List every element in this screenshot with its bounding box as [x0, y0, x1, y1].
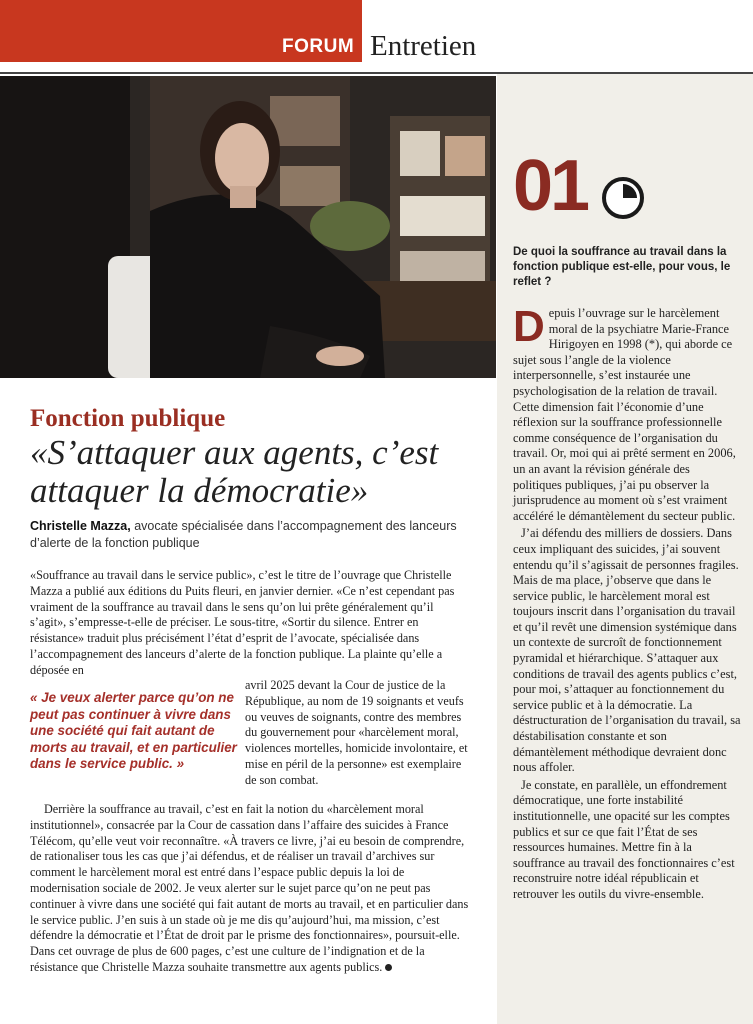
pull-quote: « Je veux alerter parce qu’on ne peut pas continuer à vivre dans une société qui fait autant de morts au travail, et en particulier dans le service public. » — [30, 690, 237, 772]
article-byline — [30, 518, 485, 552]
portrait-photo — [0, 76, 496, 378]
byline-name: Christelle Mazza, — [30, 519, 131, 533]
article-intro — [30, 568, 470, 679]
intro-continuation — [245, 678, 470, 789]
portrait-illustration — [0, 76, 496, 378]
answer-paragraph-2: J’ai défendu des milliers de dossiers. Dans ceux impliquant des suicides, j’ai souvent entendu qu’il s’agissait de personnes fragiles. Mais de ma place, j’observe que dans le service public, le harcèlement moral est toujours inscrit dans l’organisation du travail et qu’il revêt une dimension systémique dans un contexte de surcroît de fonctionnement pyramidal et hiérarchique. S’attaquer aux conditions de travail des agents publics c’est, pour moi, s’attaquer au fonctionnement du service public et à la démocratie. La déstructuration de l’organisation du travail, sa déstabilisation constante et son démantèlement méthodique devraient donc nous affoler. — [513, 526, 741, 775]
interview-question: De quoi la souffrance au travail dans la fonction publique est-elle, pour vous, le reflet ? — [513, 246, 731, 288]
question-number: 01 — [513, 146, 588, 226]
drop-cap: D — [513, 302, 545, 351]
end-mark-icon — [385, 964, 392, 971]
sidebar-answer — [513, 302, 741, 905]
answer-paragraph — [513, 302, 741, 524]
clock-icon — [601, 176, 645, 220]
intro-continuation-text: avril 2025 devant la Cour de justice de la République, au nom de 19 soignants et veufs ou veuves de soignants, contre des membres du gouvernement pour «harcèlement moral, violences mortelles, homicide involontaire, et mise en péril de la personne» est exemplaire de son combat. — [245, 678, 468, 787]
article-headline: «S’attaquer aux agents, c’est attaquer la démocratie» — [30, 433, 439, 510]
body-paragraph — [30, 802, 470, 976]
intro-paragraph: «Souffrance au travail dans le service public», c’est le titre de l’ouvrage que Christelle Mazza a publié aux éditions du Puits fleuri, en janvier dernier. «Ce n’est cependant pas vraiment de la souffrance au travail dans le sens qu’on lui prête généralement qu’il s’agit», s’empresse-t-elle de préciser. Le sous-titre, «Sortir du silence. Entrer en résistance» traduit plus précisément l’état d’esprit de l’avocate, spécialisée dans l’accompagnement des lanceurs d’alerte de la fonction publique. La plainte qu’elle a déposée en — [30, 568, 455, 677]
article-body — [30, 802, 470, 976]
forum-label: FORUM — [282, 36, 355, 57]
byline-description: avocate spécialisée dans l’accompagnement des lanceurs d’alerte de la fonction publique — [30, 519, 457, 550]
answer-paragraph-3: Je constate, en parallèle, un effondrement démocratique, une forte instabilité institutionnelle, une opacité sur les comptes publics et sur ce que fait l’État de ses ressources humaines. Mettre fin à la souffrance au travail des fonctionnaires c’est reconstruire notre idéal républicain et retrouver les outils du vivre-ensemble. — [513, 777, 735, 901]
body-text: Derrière la souffrance au travail, c’est en fait la notion du «harcèlement moral institutionnel», consacrée par la Cour de cassation dans l’affaire des suicides à France Télécom, qu’elle veut voir reconnaître. «À travers ce livre, j’ai eu besoin de comprendre, de rationaliser tous les cas que j’ai défendus, et de réaliser un travail d’archives sur comment le harcèlement moral est entré dans l’espace public depuis la loi de modernisation sociale de 2002. Je veux alerter sur le sujet parce qu’on ne peut pas continuer à vivre dans une société qui fait autant de morts au travail, et en particulier dans le service public. J’en suis à un stade où je me dis qu’aujourd’hui, ma mission, c’est défendre la démocratie et l’État de droit par le prisme des fonctionnaires», poursuit-elle. Dans cet ouvrage de plus de 600 pages, c’est une culture de l’indignation et de la résistance que Christelle Mazza souhaite transmettre aux agents publics. — [30, 802, 469, 974]
article-kicker: Fonction publique — [30, 405, 226, 432]
section-label: Entretien — [370, 30, 477, 62]
answer-paragraph-1: epuis l’ouvrage sur le harcèlement moral de la psychiatre Marie-France Hirigoyen en 1998 (*), qui aborde ce sujet sous l’angle de la violence interpersonnelle, s’est instaurée une psychologisation de la relation de travail. Cette dimension fait l’économie d’une réflexion sur la souffrance professionnelle comme conséquence de l’organisation du travail. Or, moi qui ai prêté serment en 2006, un an avant la révision générale des politiques publiques, j’ai pu observer la jurisprudence au moment où s’est vraiment accéléré le démantèlement du secteur public. — [513, 306, 736, 523]
